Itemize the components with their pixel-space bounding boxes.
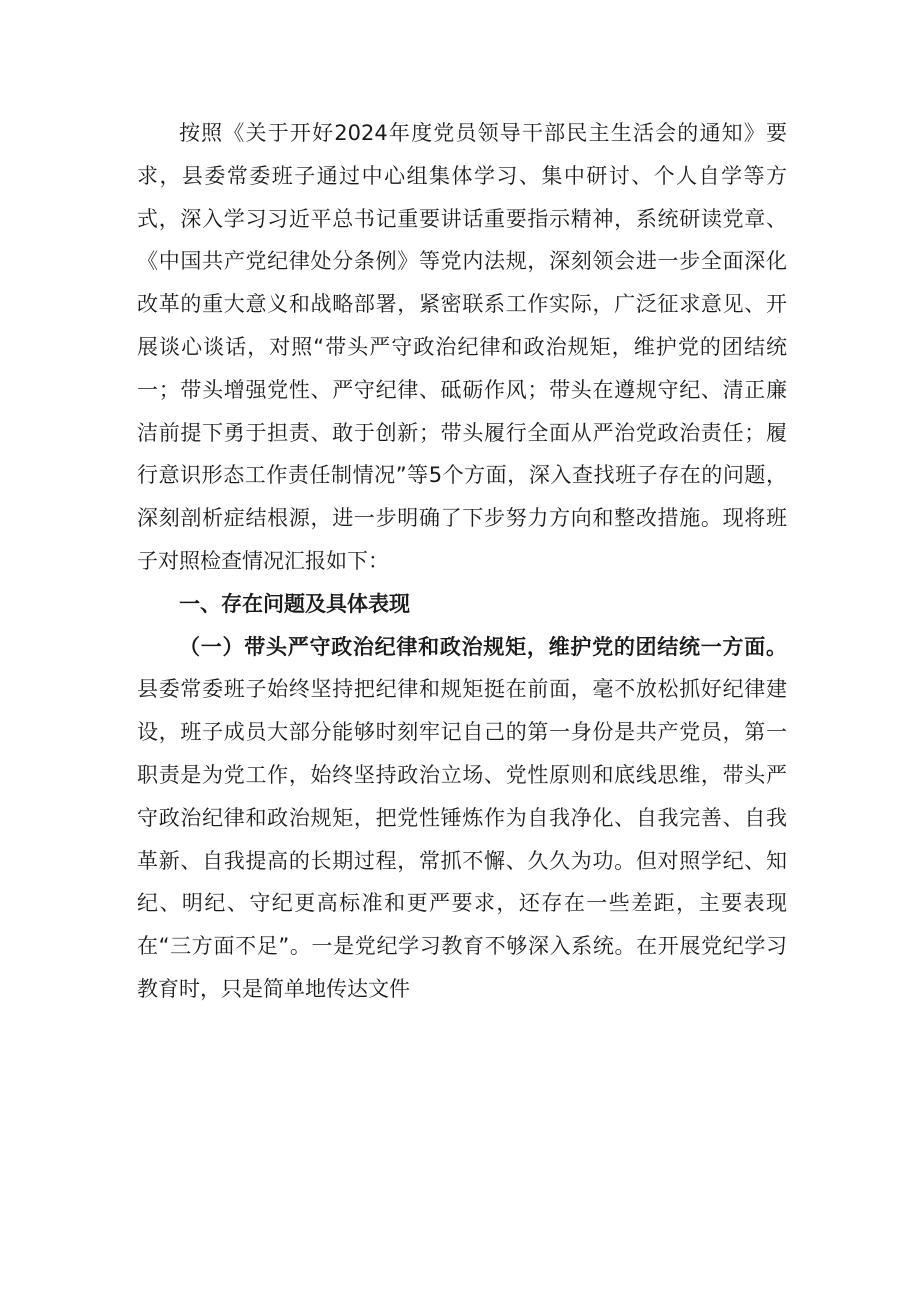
document-body xyxy=(137,112,787,1011)
section-heading: 一、存在问题及具体表现 xyxy=(179,591,410,616)
intro-paragraph: 按照《关于开好2024年度党员领导干部民主生活会的通知》要求，县委常委班子通过中心组集体学习、集中研讨、个人自学等方式，深入学习习近平总书记重要讲话重要指示精神，系统研读党章、《中国共产党纪律处分条例》等党内法规，深刻领会进一步全面深化改革的重大意义和战略部署，紧密联系工作实际，广泛征求意见、开展谈心谈话，对照“带头严守政治纪律和政治规矩，维护党的团结统一；带头增强党性、严守纪律、砥砺作风；带头在遵规守纪、清正廉洁前提下勇于担责、敢于创新；带头履行全面从严治党政治责任；履行意识形态工作责任制情况”等5个方面，深入查找班子存在的问题，深刻剖析症结根源，进一步明确了下步努力方向和整改措施。现将班子对照检查情况汇报如下： xyxy=(137,121,787,573)
subsection-title: （一）带头严守政治纪律和政治规矩，维护党的团结统一方面。 xyxy=(179,634,787,659)
subsection-paragraph xyxy=(137,626,787,1011)
subsection-body: 县委常委班子始终坚持把纪律和规矩挺在前面，毫不放松抓好纪律建设，班子成员大部分能够时刻牢记自己的第一身份是共产党员，第一职责是为党工作，始终坚持政治立场、党性原则和底线思维，带头严守政治纪律和政治规矩，把党性锤炼作为自我净化、自我完善、自我革新、自我提高的长期过程，常抓不懈、久久为功。但对照学纪、知纪、明纪、守纪更高标准和更严要求，还存在一些差距，主要表现在“三方面不足”。一是党纪学习教育不够深入系统。在开展党纪学习教育时，只是简单地传达文件 xyxy=(137,677,787,1001)
